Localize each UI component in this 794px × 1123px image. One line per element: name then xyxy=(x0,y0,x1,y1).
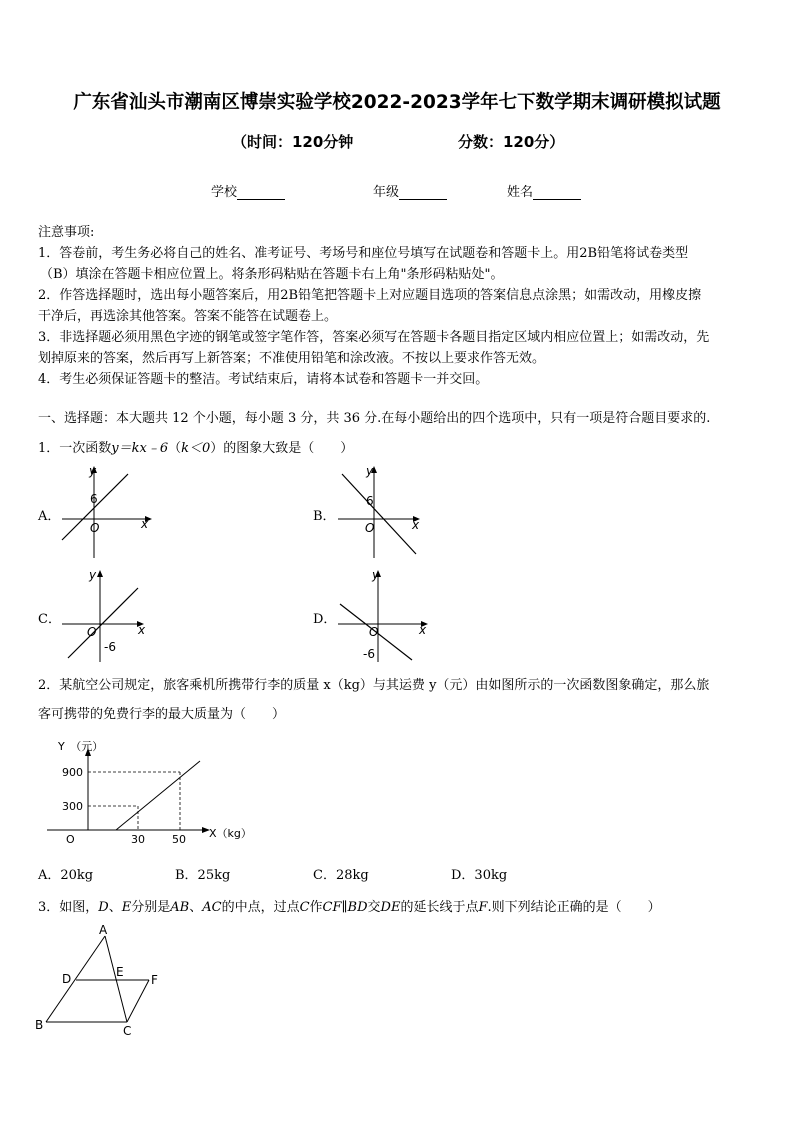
note-line: 划掉原来的答案，然后再写上新答案；不准使用铅笔和涂改液。不按以上要求作答无效。 xyxy=(38,351,546,366)
axis-y-label: y xyxy=(366,464,374,478)
school-blank[interactable] xyxy=(237,186,285,200)
q2-option-c[interactable]: C．28kg xyxy=(313,868,369,883)
note-line: 2．作答选择题时，选出每小题答案后，用2B铅笔把答题卡上对应题目选项的答案信息点涂黑；如需改动，用橡皮擦 xyxy=(38,288,702,303)
name-blank[interactable] xyxy=(533,186,581,200)
q3-var: DE xyxy=(380,900,401,915)
note-line: 3．非选择题必须用黑色字迹的钢笔或签字笔作答，答案必须写在答题卡各题目指定区域内相应位置上；如需改动，先 xyxy=(38,330,710,345)
q2-chart xyxy=(44,733,274,851)
function-line xyxy=(68,588,138,658)
question-1-stem xyxy=(38,437,353,456)
note-line: （B）填涂在答题卡相应位置上。将条形码粘贴在答题卡右上角"条形码粘贴处"。 xyxy=(40,267,504,282)
q3-var: AB xyxy=(170,900,190,915)
tick-label-900: 900 xyxy=(62,766,83,779)
origin-label: O xyxy=(87,625,97,639)
page-title: 广东省汕头市潮南区博崇实验学校2022-2023学年七下数学期末调研模拟试题 xyxy=(73,92,721,113)
notes-section xyxy=(38,222,762,390)
note-line: 4．考生必须保证答题卡的整洁。考试结束后，请将本试卷和答题卡一并交回。 xyxy=(38,372,489,387)
intercept-label: -6 xyxy=(363,647,375,661)
q3-var: F xyxy=(478,900,488,915)
q3-var: BD xyxy=(347,900,368,915)
q1-condition: k＜0 xyxy=(181,441,211,456)
q1-option-a[interactable]: A． xyxy=(38,509,61,524)
point-b-label: B xyxy=(35,1018,44,1032)
q3-text: 的中点，过点 xyxy=(221,900,300,915)
q3-text: 分别是 xyxy=(131,900,171,915)
question-3-stem xyxy=(38,896,778,915)
point-f-label: F xyxy=(151,973,158,987)
name-field xyxy=(507,181,581,200)
segment-cf xyxy=(127,980,149,1022)
axis-y-label: y xyxy=(89,568,97,582)
q1-graph-d xyxy=(330,566,430,666)
q1-graph-c xyxy=(56,566,156,666)
origin-label: O xyxy=(365,521,375,535)
q3-var: E xyxy=(121,900,132,915)
q1-option-d[interactable]: D． xyxy=(313,612,337,627)
axis-y-label: y xyxy=(372,568,380,582)
function-line xyxy=(342,474,416,554)
point-e-label: E xyxy=(116,965,124,979)
segment-ab xyxy=(46,936,105,1022)
q3-var: CF xyxy=(322,900,342,915)
q1-option-b[interactable]: B． xyxy=(313,509,336,524)
question-2-line-1: 2．某航空公司规定，旅客乘机所携带行李的质量 x（kg）与其运费 y（元）由如图所示的一次函数图象确定，那么旅 xyxy=(38,678,710,693)
name-label: 姓名 xyxy=(507,185,534,200)
q3-var: C xyxy=(299,900,310,915)
exam-time: （时间：120分钟 xyxy=(232,133,354,151)
grade-field xyxy=(373,181,447,200)
axis-y-label: y xyxy=(89,464,97,478)
q1-cond-close: ）的图象大致是（ ） xyxy=(210,441,354,456)
tick-label-30: 30 xyxy=(131,833,145,846)
grade-blank[interactable] xyxy=(399,186,447,200)
q3-text: 作 xyxy=(309,900,323,915)
school-field xyxy=(211,181,285,200)
exam-score: 分数：120分） xyxy=(458,133,565,151)
y-arrow xyxy=(97,570,103,577)
cost-line xyxy=(116,761,200,830)
section-heading: 一、选择题：本大题共 12 个小题，每小题 3 分，共 36 分.在每小题给出的四个选项中，只有一项是符合题目要求的. xyxy=(38,411,711,426)
axis-x-label: x xyxy=(412,518,420,532)
y-axis-label: Y （元） xyxy=(58,740,104,753)
point-c-label: C xyxy=(123,1024,132,1037)
origin-label: O xyxy=(369,625,379,639)
q1-option-c[interactable]: C． xyxy=(38,612,61,627)
intercept-label: 6 xyxy=(366,494,374,508)
question-2-line-2: 客可携带的免费行李的最大质量为（ ） xyxy=(38,707,286,722)
notes-heading: 注意事项: xyxy=(38,225,95,240)
q3-text: .则下列结论正确的是（ ） xyxy=(487,900,661,915)
point-a-label: A xyxy=(99,923,108,937)
note-line: 1．答卷前，考生务必将自己的姓名、准考证号、考场号和座位号填写在试题卷和答题卡上。用2B铅笔将试卷类型 xyxy=(38,246,689,261)
q3-text: 3．如图， xyxy=(38,900,99,915)
q1-cond-open: （ xyxy=(168,441,182,456)
segment-ac xyxy=(105,936,127,1022)
q3-text: 、 xyxy=(189,900,203,915)
q2-option-d[interactable]: D．30kg xyxy=(451,868,508,883)
intercept-label: 6 xyxy=(90,492,98,506)
q3-text: 、 xyxy=(108,900,122,915)
q1-function: y＝kx﹣6 xyxy=(111,441,169,456)
origin-label: O xyxy=(66,833,75,846)
q3-text: 的延长线于点 xyxy=(400,900,479,915)
axis-x-label: x xyxy=(141,517,149,531)
axis-x-label: x xyxy=(138,623,146,637)
q2-option-b[interactable]: B．25kg xyxy=(175,868,231,883)
axis-x-label: x xyxy=(419,623,427,637)
origin-label: O xyxy=(90,521,100,535)
q3-var: AC xyxy=(202,900,222,915)
note-line: 干净后，再选涂其他答案。答案不能答在试题卷上。 xyxy=(38,309,338,324)
intercept-label: -6 xyxy=(104,640,116,654)
q3-var: D xyxy=(98,900,109,915)
point-d-label: D xyxy=(62,972,72,986)
grade-label: 年级 xyxy=(373,185,400,200)
school-label: 学校 xyxy=(211,185,238,200)
tick-label-50: 50 xyxy=(172,833,186,846)
q3-text: ∥ xyxy=(341,900,348,915)
tick-label-300: 300 xyxy=(62,800,83,813)
x-axis-label: X（kg） xyxy=(209,827,252,840)
q3-figure xyxy=(30,922,170,1037)
q1-graph-b xyxy=(330,462,430,562)
q2-option-a[interactable]: A．20kg xyxy=(38,868,94,883)
q1-graph-a xyxy=(56,462,156,562)
q3-text: 交 xyxy=(367,900,381,915)
q1-number: 1．一次函数 xyxy=(38,441,112,456)
